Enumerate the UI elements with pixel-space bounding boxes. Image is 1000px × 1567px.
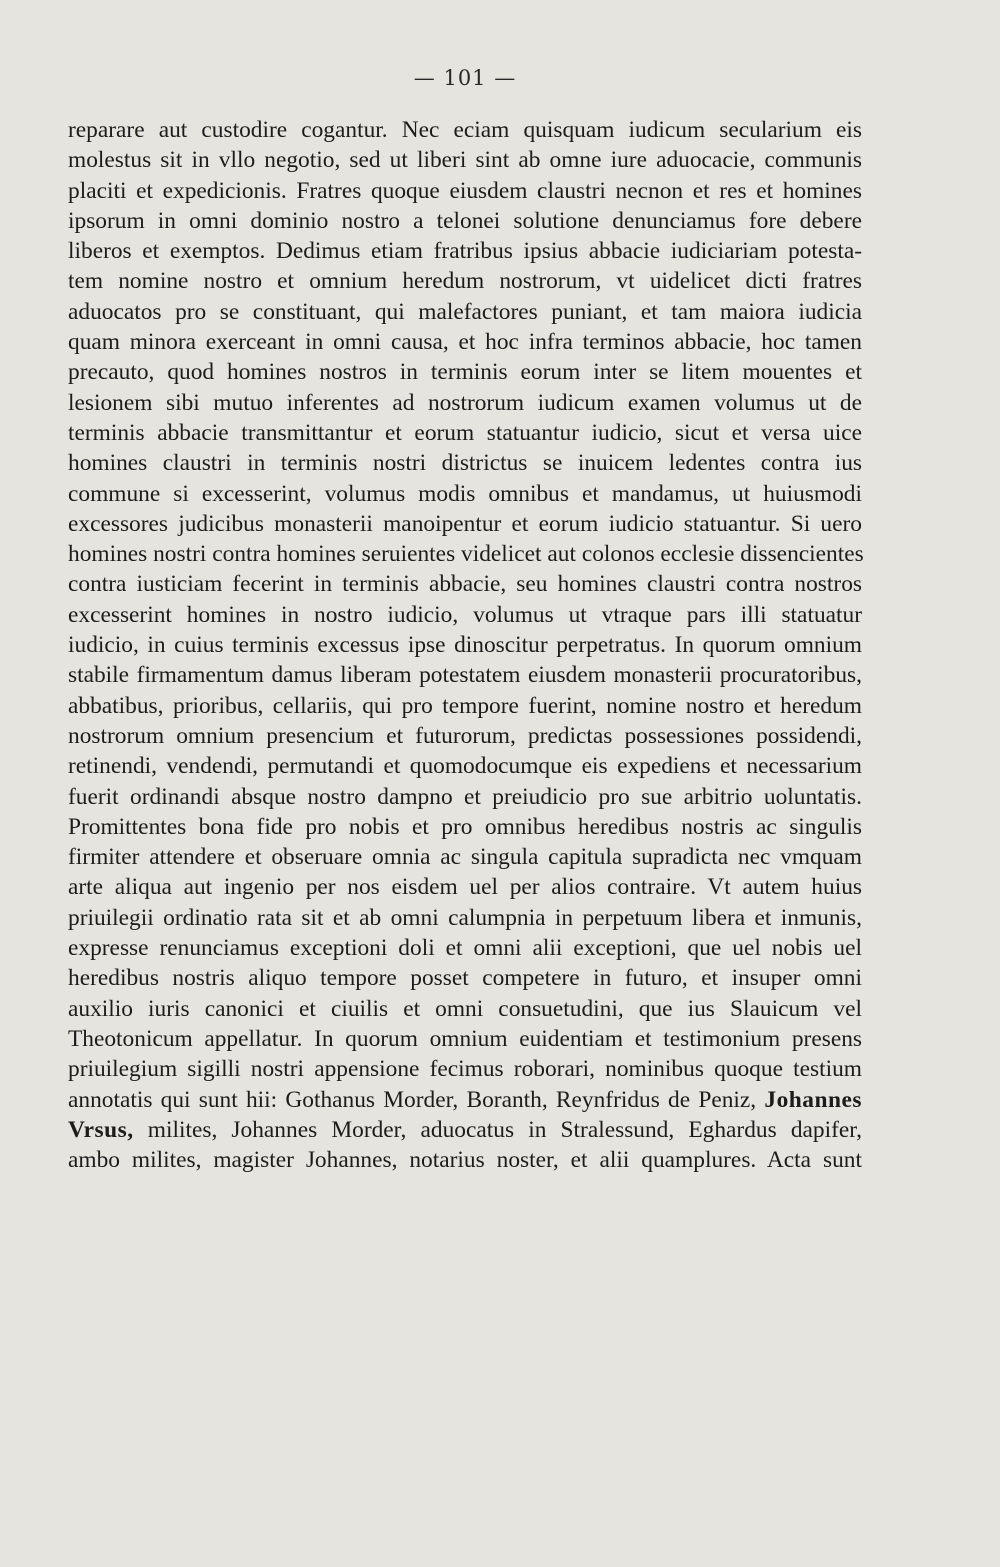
text-line: priuilegium sigilli nostri appensione fecimus roborari, nominibus quoque testium bbox=[68, 1056, 862, 1083]
text-line-with-name bbox=[68, 1085, 862, 1115]
page-number: — 101 — bbox=[413, 66, 517, 90]
bold-name-vrsus: Vrsus, bbox=[68, 1116, 134, 1143]
text-line: reparare aut custodire cogantur. Nec eciam quisquam iudicum secularium eis bbox=[68, 117, 862, 143]
text-line: placiti et expedicionis. Fratres quoque eiusdem claustri necnon et res et homines bbox=[68, 177, 862, 204]
text-line-with-name bbox=[68, 1115, 862, 1145]
text-line: retinendi, vendendi, permutandi et quomodocumque eis expediens et necessarium bbox=[68, 753, 862, 780]
text-line: nostrorum omnium presencium et futurorum, predictas possessiones possidendi, bbox=[68, 722, 862, 749]
text-line: lesionem sibi mutuo inferentes ad nostrorum iudicum examen volumus ut de bbox=[68, 389, 862, 416]
text-line: molestus sit in vllo negotio, sed ut liberi sint ab omne iure aduocacie, communis bbox=[68, 147, 862, 174]
text-line: contra iusticiam fecerint in terminis abbacie, seu homines claustri contra nostros bbox=[68, 571, 862, 598]
text-line: abbatibus, prioribus, cellariis, qui pro tempore fuerint, nomine nostro et heredum bbox=[68, 692, 862, 719]
text-line: ipsorum in omni dominio nostro a telonei solutione denunciamus fore debere bbox=[68, 207, 862, 234]
text-line: firmiter attendere et obseruare omnia ac singula capitula supradicta nec vmquam bbox=[68, 844, 862, 871]
text-line: stabile firmamentum damus liberam potestatem eiusdem monasterii procuratoribus, bbox=[68, 662, 862, 689]
text-line: quam minora exerceant in omni causa, et hoc infra terminos abbacie, hoc tamen bbox=[68, 329, 862, 356]
text-line: priuilegii ordinatio rata sit et ab omni calumpnia in perpetuum libera et inmunis, bbox=[68, 904, 862, 931]
text-line: homines nostri contra homines seruientes videlicet aut colonos ecclesie dissencientes bbox=[68, 541, 864, 568]
text-line: terminis abbacie transmittantur et eorum statuantur iudicio, sicut et versa uice bbox=[68, 419, 862, 446]
text-line: liberos et exemptos. Dedimus etiam fratribus ipsius abbacie iudiciariam potesta- bbox=[68, 238, 862, 265]
text-line: homines claustri in terminis nostri districtus se inuicem ledentes contra ius bbox=[68, 450, 862, 477]
text-line: heredibus nostris aliquo tempore posset competere in futuro, et insuper omni bbox=[68, 965, 862, 992]
text-line: expresse renunciamus exceptioni doli et omni alii exceptioni, que uel nobis uel bbox=[68, 935, 862, 962]
text-line: Promittentes bona fide pro nobis et pro omnibus heredibus nostris ac singulis bbox=[68, 813, 862, 840]
text-segment: annotatis qui sunt hii: Gothanus Morder, Boranth, Reynfridus de Peniz, bbox=[68, 1086, 757, 1113]
text-line: precauto, quod homines nostros in terminis eorum inter se litem mouentes et bbox=[68, 359, 862, 386]
text-line: excessores judicibus monasterii manoipentur et eorum iudicio statuantur. Si uero bbox=[68, 510, 862, 537]
text-line: iudicio, in cuius terminis excessus ipse dinoscitur perpetratus. In quorum omnium bbox=[68, 632, 862, 659]
text-line: aduocatos pro se constituant, qui malefactores puniant, et tam maiora iudicia bbox=[68, 298, 862, 325]
text-line: ambo milites, magister Johannes, notarius noster, et alii quamplures. Acta sunt bbox=[68, 1147, 862, 1174]
text-line: excesserint homines in nostro iudicio, volumus ut vtraque pars illi statuatur bbox=[68, 601, 862, 628]
text-line: Theotonicum appellatur. In quorum omnium euidentiam et testimonium presens bbox=[68, 1025, 862, 1052]
text-line: arte aliqua aut ingenio per nos eisdem uel per alios contraire. Vt autem huius bbox=[68, 874, 862, 901]
text-line: tem nomine nostro et omnium heredum nostrorum, vt uidelicet dicti fratres bbox=[68, 268, 862, 295]
body-text bbox=[68, 115, 862, 1175]
text-line: auxilio iuris canonici et ciuilis et omni consuetudini, que ius Slauicum vel bbox=[68, 995, 862, 1022]
bold-name-johannes: Johannes bbox=[764, 1086, 862, 1113]
text-line: fuerit ordinandi absque nostro dampno et preiudicio pro sue arbitrio uoluntatis. bbox=[68, 783, 862, 810]
text-line: commune si excesserint, volumus modis omnibus et mandamus, ut huiusmodi bbox=[68, 480, 862, 507]
text-segment: milites, Johannes Morder, aduocatus in Stralessund, Eghardus dapifer, bbox=[147, 1116, 863, 1143]
